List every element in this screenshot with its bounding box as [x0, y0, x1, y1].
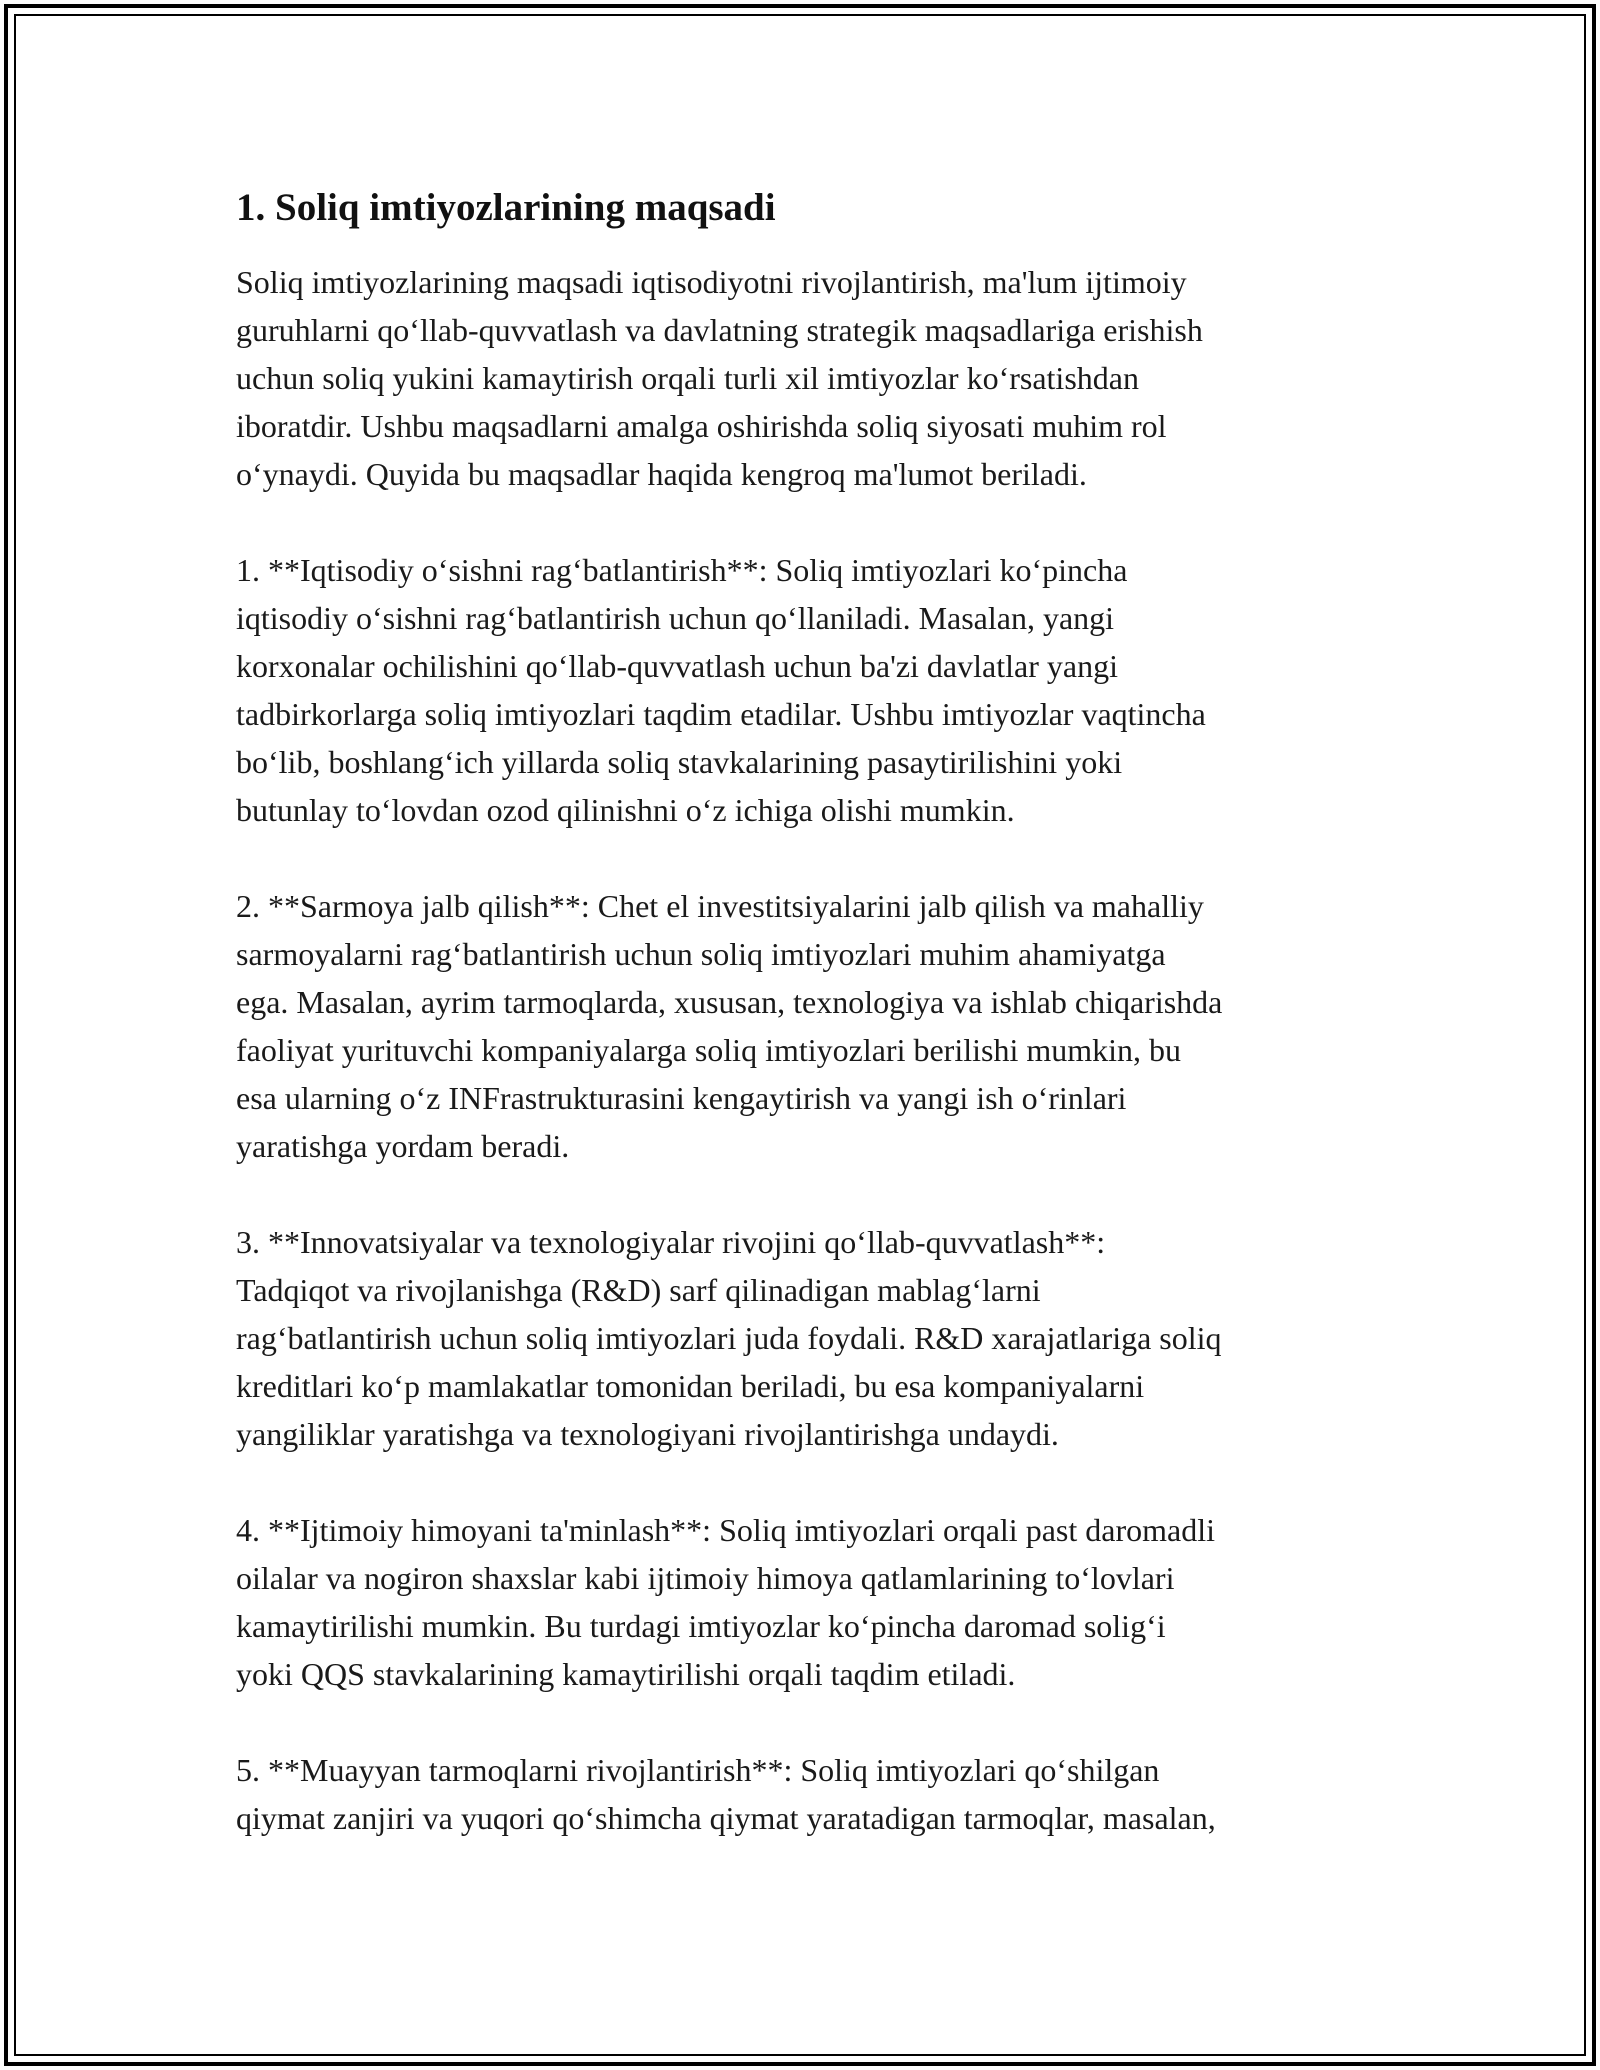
list-item-social-protection	[236, 1506, 1376, 1698]
paragraph-line: Tadqiqot va rivojlanishga (R&D) sarf qilinadigan mablag‘larni	[236, 1271, 1041, 1308]
paragraph-line: rag‘batlantirish uchun soliq imtiyozlari juda foydali. R&D xarajatlariga soliq	[236, 1319, 1222, 1356]
paragraph-line: sarmoyalarni rag‘batlantirish uchun soliq imtiyozlari muhim ahamiyatga	[236, 935, 1166, 972]
paragraph-line: 1. **Iqtisodiy o‘sishni rag‘batlantirish**: Soliq imtiyozlari ko‘pincha	[236, 551, 1128, 588]
paragraph-line: ega. Masalan, ayrim tarmoqlarda, xususan, texnologiya va ishlab chiqarishda	[236, 983, 1223, 1020]
paragraph-line: bo‘lib, boshlang‘ich yillarda soliq stavkalarining pasaytirilishini yoki	[236, 743, 1123, 780]
paragraph-line: korxonalar ochilishini qo‘llab-quvvatlash uchun ba'zi davlatlar yangi	[236, 647, 1118, 684]
paragraph-line: qiymat zanjiri va yuqori qo‘shimcha qiymat yaratadigan tarmoqlar, masalan,	[236, 1799, 1216, 1836]
paragraph-line: 3. **Innovatsiyalar va texnologiyalar rivojini qo‘llab-quvvatlash**:	[236, 1223, 1106, 1260]
list-item-innovation	[236, 1218, 1376, 1458]
paragraph-line: uchun soliq yukini kamaytirish orqali turli xil imtiyozlar ko‘rsatishdan	[236, 359, 1139, 396]
paragraph-line: kamaytirilishi mumkin. Bu turdagi imtiyozlar ko‘pincha daromad solig‘i	[236, 1607, 1166, 1644]
paragraph-line: 2. **Sarmoya jalb qilish**: Chet el investitsiyalarini jalb qilish va mahalliy	[236, 887, 1204, 924]
paragraph-line: iboratdir. Ushbu maqsadlarni amalga oshirishda soliq siyosati muhim rol	[236, 407, 1167, 444]
paragraph-line: 4. **Ijtimoiy himoyani ta'minlash**: Soliq imtiyozlari orqali past daromadli	[236, 1511, 1215, 1548]
paragraph-line: Soliq imtiyozlarining maqsadi iqtisodiyotni rivojlantirish, ma'lum ijtimoiy	[236, 263, 1187, 300]
intro-paragraph	[236, 258, 1376, 498]
paragraph-line: faoliyat yurituvchi kompaniyalarga soliq imtiyozlari berilishi mumkin, bu	[236, 1031, 1182, 1068]
paragraph-line: kreditlari ko‘p mamlakatlar tomonidan beriladi, bu esa kompaniyalarni	[236, 1367, 1145, 1404]
paragraph-line: butunlay to‘lovdan ozod qilinishni o‘z ichiga olishi mumkin.	[236, 791, 1015, 828]
document-body	[236, 185, 1376, 1890]
paragraph-line: tadbirkorlarga soliq imtiyozlari taqdim etadilar. Ushbu imtiyozlar vaqtincha	[236, 695, 1206, 732]
paragraph-line: esa ularning o‘z INFrastrukturasini kengaytirish va yangi ish o‘rinlari	[236, 1079, 1127, 1116]
paragraph-line: yangiliklar yaratishga va texnologiyani rivojlantirishga undaydi.	[236, 1415, 1059, 1452]
paragraph-line: yoki QQS stavkalarining kamaytirilishi orqali taqdim etiladi.	[236, 1655, 1016, 1692]
paragraph-line: yaratishga yordam beradi.	[236, 1127, 570, 1164]
list-item-economic-growth	[236, 546, 1376, 834]
paragraph-line: iqtisodiy o‘sishni rag‘batlantirish uchun qo‘llaniladi. Masalan, yangi	[236, 599, 1115, 636]
paragraph-line: oilalar va nogiron shaxslar kabi ijtimoiy himoya qatlamlarining to‘lovlari	[236, 1559, 1175, 1596]
section-heading: 1. Soliq imtiyozlarining maqsadi	[236, 186, 776, 229]
paragraph-line: 5. **Muayyan tarmoqlarni rivojlantirish**: Soliq imtiyozlari qo‘shilgan	[236, 1751, 1160, 1788]
paragraph-line: o‘ynaydi. Quyida bu maqsadlar haqida kengroq ma'lumot beriladi.	[236, 455, 1087, 492]
list-item-investment	[236, 882, 1376, 1170]
paragraph-line: guruhlarni qo‘llab-quvvatlash va davlatning strategik maqsadlariga erishish	[236, 311, 1203, 348]
list-item-sector-development	[236, 1746, 1376, 1842]
